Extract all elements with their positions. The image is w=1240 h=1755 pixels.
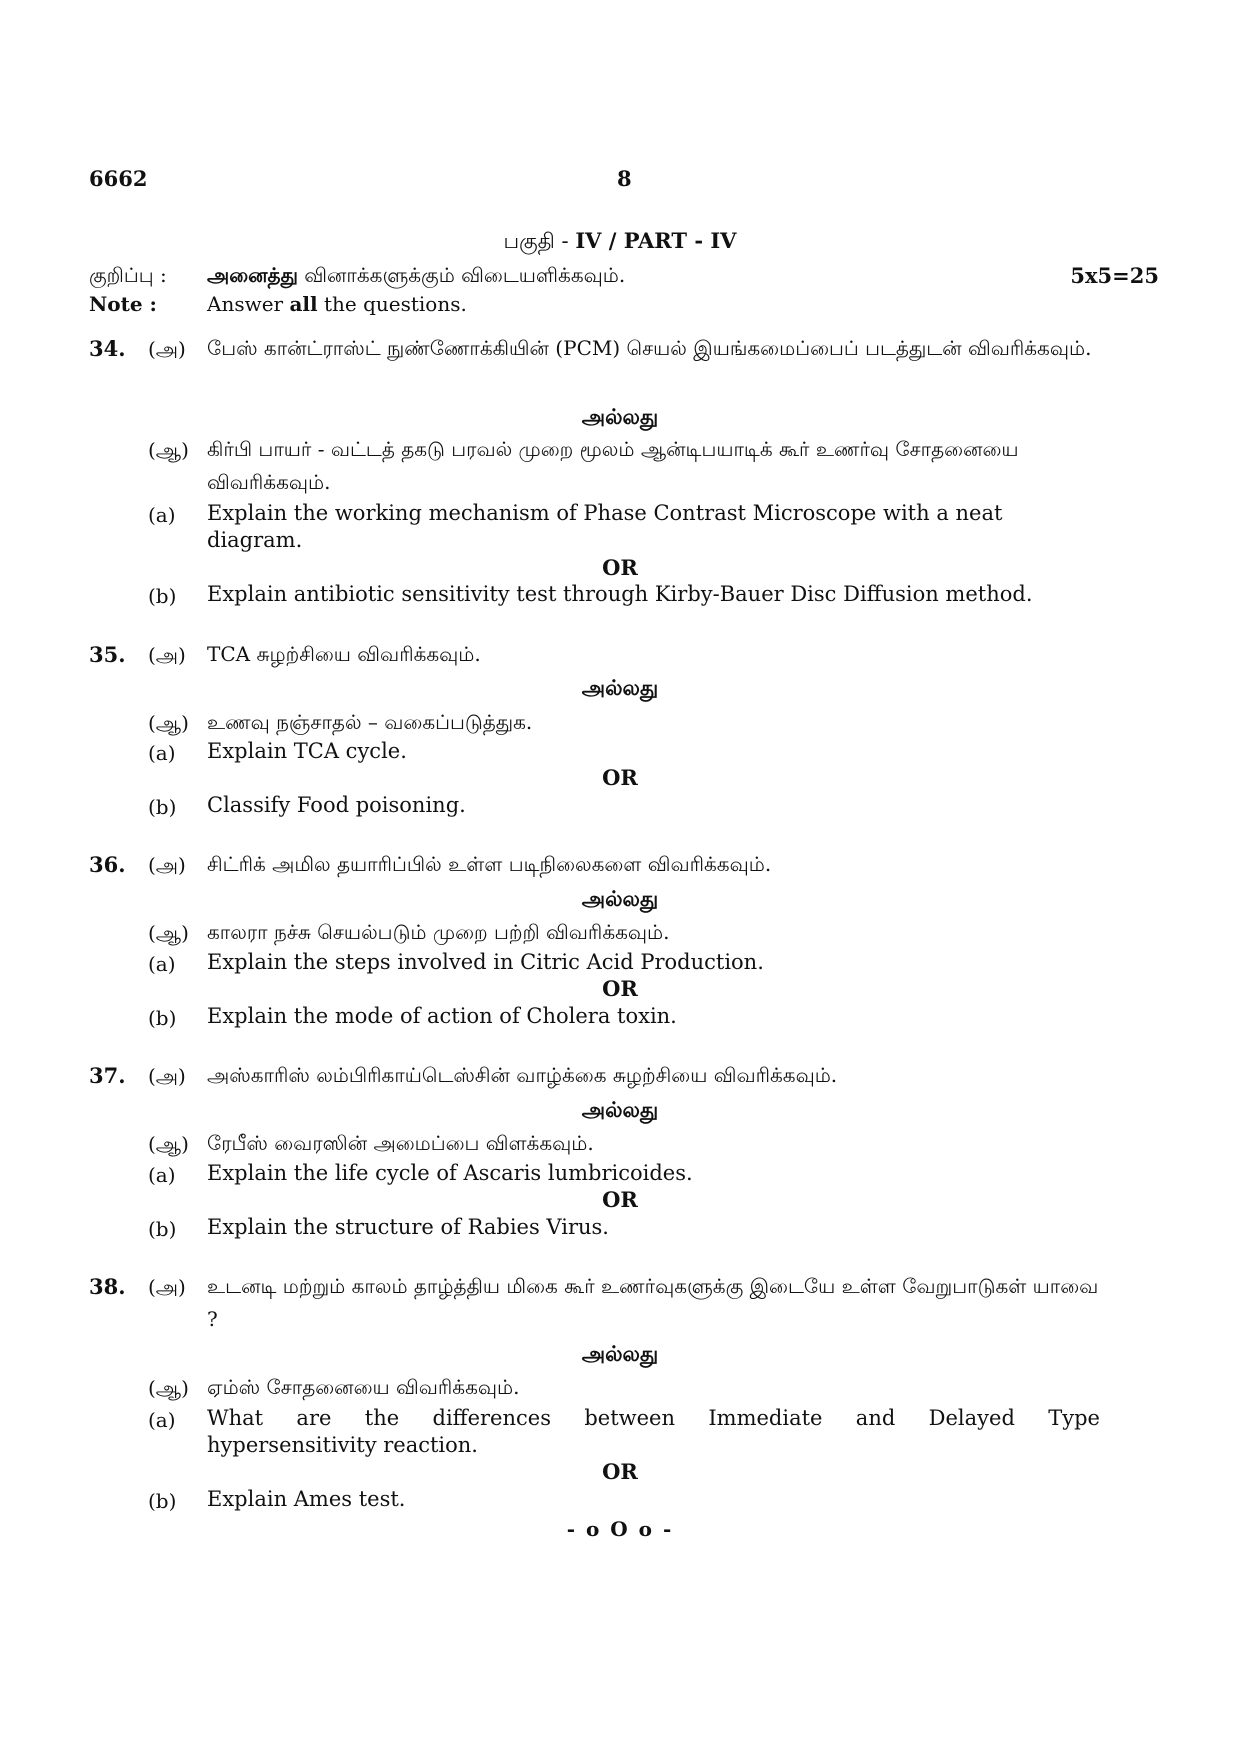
option-label: (a) [148,741,176,765]
question-text-tamil-b: கிர்பி பாயர் - வட்டத் தகடு பரவல் முறை மூலம் ஆன்டிபயாடிக் கூர் உணர்வு சோதனையை விவரிக்கவும். [207,437,1019,494]
question-text-english-b: Classify Food poisoning. [207,793,466,817]
question-text-english-a-wrap [207,1432,1100,1459]
option-label: (அ) [148,337,186,361]
marks-allocation: 5x5=25 [1070,263,1159,288]
or-tamil: அல்லது [581,886,659,911]
question-number: 34. [89,336,126,361]
or-english: OR [602,1459,638,1484]
option-label: (ஆ) [148,438,189,462]
question-text-tamil-b: காலரா நச்சு செயல்படும் முறை பற்றி விவரிக்கவும். [207,920,670,944]
question-number: 36. [89,852,126,877]
option-label: (a) [148,1163,176,1187]
or-tamil: அல்லது [581,1097,659,1122]
note-tamil-label: குறிப்பு : [89,263,167,287]
option-label: (a) [148,503,176,527]
part-title-english: PART - IV [623,228,737,253]
option-label: (b) [148,1489,177,1513]
or-english: OR [602,765,638,790]
question-text-english-a: Explain the steps involved in Citric Acid Production. [207,950,764,974]
or-tamil: அல்லது [581,1341,659,1366]
option-label: (a) [148,952,176,976]
option-label: (அ) [148,1275,186,1299]
note-english-pre: Answer [207,292,290,316]
note-tamil-bold: அனைத்து [207,263,298,287]
paper-code: 6662 [89,166,148,191]
or-tamil: அல்லது [581,675,659,700]
question-text-english-b: Explain Ames test. [207,1487,406,1511]
question-text-english-a: Explain the working mechanism of Phase Contrast Microscope with a neat diagram. [207,501,1003,552]
question-number: 35. [89,642,126,667]
part-title-sep: / [601,228,624,253]
question-text-english-a: Explain TCA cycle. [207,739,407,763]
question-text-english-a: Explain the life cycle of Ascaris lumbricoides. [207,1161,693,1185]
option-label: (b) [148,1217,177,1241]
or-english: OR [602,1187,638,1212]
option-label: (அ) [148,643,186,667]
question-number: 38. [89,1274,126,1299]
question-text-tamil-a: பேஸ் கான்ட்ராஸ்ட் நுண்ணோக்கியின் (PCM) செயல் இயங்கமைப்பைப் படத்துடன் விவரிக்கவும். [207,336,1092,360]
page-number: 8 [617,166,632,191]
or-tamil: அல்லது [581,404,659,429]
option-label: (ஆ) [148,1376,189,1400]
question-text-tamil-a: TCA சுழற்சியை விவரிக்கவும். [207,642,481,666]
option-label: (அ) [148,1064,186,1088]
or-english: OR [602,555,638,580]
question-text-tamil-a: உடனடி மற்றும் காலம் தாழ்த்திய மிகை கூர் உணர்வுகளுக்கு இடையே உள்ள வேறுபாடுகள் யாவை ? [207,1274,1099,1331]
part-title [0,228,1240,256]
question-text-english-b: Explain the mode of action of Cholera toxin. [207,1004,677,1028]
note-english-post: the questions. [317,292,467,316]
option-label: (b) [148,1006,177,1030]
end-of-paper-mark: - o O o - [566,1517,674,1541]
question-text-english-a-content: What are the differences between Immediate and Delayed Type [207,1406,1100,1430]
question-text-english-a [207,1405,1100,1432]
question-text-english-b: Explain the structure of Rabies Virus. [207,1215,609,1239]
part-title-tamil-roman: IV [575,228,602,253]
option-label: (ஆ) [148,1132,189,1156]
question-text-tamil-a: சிட்ரிக் அமில தயாரிப்பில் உள்ள படிநிலைகளை விவரிக்கவும். [207,852,772,876]
option-label: (ஆ) [148,921,189,945]
note-english-label: Note : [89,292,157,316]
option-label: (b) [148,584,177,608]
part-title-tamil: பகுதி - [503,229,576,253]
question-text-english-a-continuation: hypersensitivity reaction. [207,1433,478,1457]
or-english: OR [602,976,638,1001]
question-number: 37. [89,1063,126,1088]
question-text-english-b: Explain antibiotic sensitivity test through Kirby-Bauer Disc Diffusion method. [207,582,1033,606]
question-text-tamil-a: அஸ்காரிஸ் லம்பிரிகாய்டெஸ்சின் வாழ்க்கை சுழற்சியை விவரிக்கவும். [207,1063,838,1087]
note-english-text [207,292,467,316]
question-text-tamil-b: ஏம்ஸ் சோதனையை விவரிக்கவும். [207,1375,520,1399]
option-label: (b) [148,795,177,819]
note-tamil-text [207,263,625,290]
option-label: (அ) [148,853,186,877]
option-label: (ஆ) [148,711,189,735]
note-tamil-rest: வினாக்களுக்கும் விடையளிக்கவும். [297,263,626,287]
question-text-tamil-b: ரேபீஸ் வைரஸின் அமைப்பை விளக்கவும். [207,1131,594,1155]
note-english-bold: all [289,292,318,316]
option-label: (a) [148,1408,176,1432]
question-text-tamil-b: உணவு நஞ்சாதல் – வகைப்படுத்துக. [207,710,533,734]
